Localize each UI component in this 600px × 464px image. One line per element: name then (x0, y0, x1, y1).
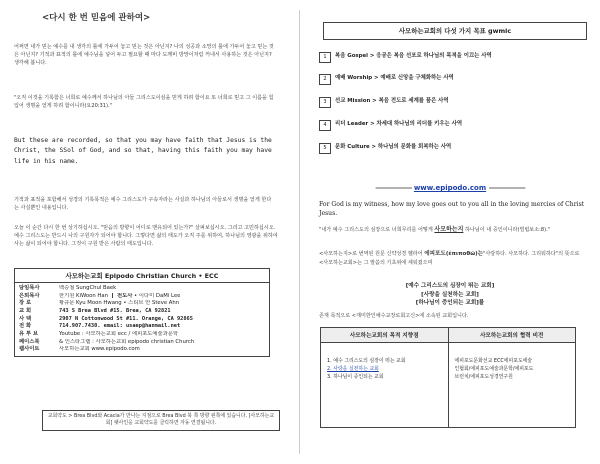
vision-line: [하나님이 증인되는 교회]를 (415, 300, 485, 307)
info-row (15, 285, 269, 293)
verse-english: For God is my witness, how my love goes out to you all in the loving mercies of Christ Jesus. (319, 201, 585, 218)
goal-text: 리더 Leader > 차세대 하나님의 리더를 키우는 사역 (335, 121, 463, 127)
goal-text: 예배 Worship > 예배로 신앙을 구체화하는 사역 (335, 75, 454, 81)
goal-number: 2 (319, 74, 331, 85)
goal-number: 5 (319, 143, 331, 154)
info-label: 교 회 (19, 308, 32, 315)
evangelist-label: 전도사 (117, 292, 133, 299)
verse-korean: "오직 이것을 기록함은 너희로 예수께서 하나님의 아들 그리스도이심을 믿게 하려 함이요 또 너희로 믿고 그 이름을 힘입어 생명을 얻게 하려 함이니라(요20:31)." (14, 95, 274, 110)
directions-box: 교회약도 > Brea Blvd와 Acacia가 만나는 지점으로 Brea Blvd 북 쪽 방향 왼쪽에 있습니다. [사모하는교회] 팻사인을 교회약도를 클릭하면 자동 연결됩니다. (42, 410, 280, 431)
divider (112, 293, 113, 298)
section-heading: <다시 한 번 믿음에 관하여> (42, 13, 151, 23)
goal-number: 4 (319, 120, 331, 131)
info-label: 사 택 (19, 315, 32, 322)
list-item: 2. 사랑을 실천하는 교회 (327, 366, 379, 373)
table-cell (448, 343, 576, 428)
info-value: 한기원 KiWoon Han 전도사 • 이다미 DaMi Lee (59, 292, 181, 299)
website-link-line (300, 184, 600, 192)
paragraph-3: 오늘 이 순간 다시 한 번 상기하십시오. "믿음의 방향이 어디로 맨유되어 있는가?" 살펴보십시오. 그리고 고민하십시오. 예수 그리스도는 반드시 나의 구원자가 되어야 합니다. 그렇다면 삶의 태도가 오직 주를 위하여, 하나님의 영광을 위하여 사는 삶이 되어야 합니다. 그것이 구원 받은 사람의 태도입니다. (14, 225, 278, 248)
info-row (15, 300, 269, 308)
list-item: 1. 예수 그리스도의 심장이 뛰는 교회 (327, 358, 406, 364)
verse-korean-keyword: 사모하는지 (434, 226, 464, 233)
verse-korean-pre: "내가 예수 그리스도의 심장으로 너희무리를 어떻게 (319, 227, 435, 233)
info-value: 황규문 Kyu Moon Hwang • 스티브 안 Steve Ahn (59, 300, 180, 307)
vision-line: [예수 그리스도의 심장이 뛰는 교회] (405, 283, 495, 289)
church-info-box (14, 268, 270, 357)
right-page (300, 0, 600, 464)
table-header: 사모하는교회의 협력 비전 (448, 328, 576, 343)
info-label: 페이스북 (19, 338, 40, 345)
verse-korean-post: 하나님이 내 증인이니라(빌립보소:8)." (463, 227, 551, 233)
info-label: 전 화 (19, 323, 32, 330)
goal-text: 복음 Gospel > 응공은 복음 선포로 하나님의 목적을 이끄는 사역 (335, 53, 492, 59)
dash-rule: ------------------- (375, 184, 412, 192)
info-value: 2907 N Cottonwood St #11. Orange, CA 92865 (59, 315, 193, 322)
dash-rule: ------------------- (488, 184, 525, 192)
info-row (15, 339, 269, 347)
info-value: & 인스타그램 : 사모하는교회 epipodo christian Church (59, 338, 195, 345)
list-item: 브런치/에피포도성경연구원 (454, 374, 513, 381)
info-row (15, 331, 269, 339)
vision-line: [사랑을 실천하는 교회] (421, 291, 479, 298)
list-item: 에피포도문화선교 ECC에피포도에술 (454, 358, 533, 364)
info-label: 담임목사 (19, 285, 40, 291)
verse-korean (319, 225, 585, 235)
goal-text: 문화 Culture > 하나님의 문화를 회복하는 사역 (335, 144, 452, 150)
info-value: 사모하는교회 www.epipodo.com (59, 346, 140, 353)
goal-number: 1 (319, 52, 331, 63)
verse-english: But these are recorded, so that you may have faith that Jesus is the Christ, the SSol of God, and so that, having this faith you may have life in his name. (14, 137, 272, 165)
info-value: 714.907.7430. email: usaep@hanmail.net (59, 323, 181, 330)
info-row (15, 293, 269, 301)
list-item: 3. 하나님이 증인되는 교회 (327, 374, 384, 381)
goals-title: 사모하는교회의 다섯 가지 목표 gwmlc (323, 22, 587, 40)
vision-list (300, 282, 600, 308)
list-item: 인협회/에피포도예술과문학/에피포도 (454, 366, 534, 373)
evangelist-name: 이다미 DaMi Lee (138, 292, 181, 299)
goal-item (319, 51, 581, 62)
info-value: 백승철 SungChul Baek (59, 285, 117, 291)
goal-text: 선교 Mission > 복음 전도로 세계를 품은 사역 (335, 98, 449, 104)
greek-note-post: "사랑하다. 사모하다. 그리워하다"의 뜻으로 <사모하는교회>는 그 말씀의 기초위에 세워졌으며 (319, 251, 580, 266)
goal-item (319, 96, 581, 107)
greek-word: 에피포도(ἐπιποθῶ)는 (424, 251, 484, 257)
goal-item (319, 142, 581, 153)
info-row (15, 316, 269, 324)
table-cell (321, 343, 449, 428)
info-row (15, 346, 269, 354)
info-label: 유 투 브 (19, 331, 39, 338)
paragraph-2: 기적과 표적을 포함해서 성경의 기록목적은 예수 그리스도가 구속자라는 사실과 하나님의 아들로서 생명을 얻게 한다는 사실뿐인 내용입니다. (14, 197, 272, 212)
table-header: 사모하는교회의 목적 지향점 (321, 328, 449, 343)
info-label: 장 로 (19, 300, 32, 307)
goal-item (319, 119, 581, 130)
church-title: 사모하는교회 Epipodo Christian Church • ECC (15, 269, 269, 283)
closing-line: 존재 목적으로 <재미한인예수교장로회고신>에 소속된 교회입니다. (319, 313, 469, 319)
goal-number: 3 (319, 97, 331, 108)
info-value: Youtube : 사모하는교회 ecc / 에피포도예술과문학 (59, 331, 179, 338)
info-label: 웹사이트 (19, 346, 40, 353)
purpose-table (320, 327, 576, 428)
goal-item (319, 73, 581, 84)
intro-paragraph: 어쩌면 내가 믿는 예수를 내 생각의 틀에 가두어 놓고 믿는 것은 아닌지? 나의 성공과 소망의 틀에 가두어 놓고 믿는 것은 아닌지? 기적과 표적의 틀에 예수님을 넣어 두고 필요할 때 마다 도깨비 방망이처럼 꺼내서 사용하는 것은 아닌지? 생각해 봅니다. (14, 44, 274, 67)
website-link[interactable]: www.epipodo.com (413, 184, 487, 192)
greek-note-pre: <사모하는지>로 번역된 원문 신약성경 헬라어 (319, 251, 425, 257)
greek-note (319, 250, 585, 267)
info-row (15, 308, 269, 316)
info-row (15, 323, 269, 331)
info-value: 743 S Brea Blvd #15. Brea, CA 92821 (59, 308, 171, 315)
info-label: 은퇴목사 (19, 292, 40, 299)
retired-pastor: 한기원 KiWoon Han (59, 292, 109, 299)
